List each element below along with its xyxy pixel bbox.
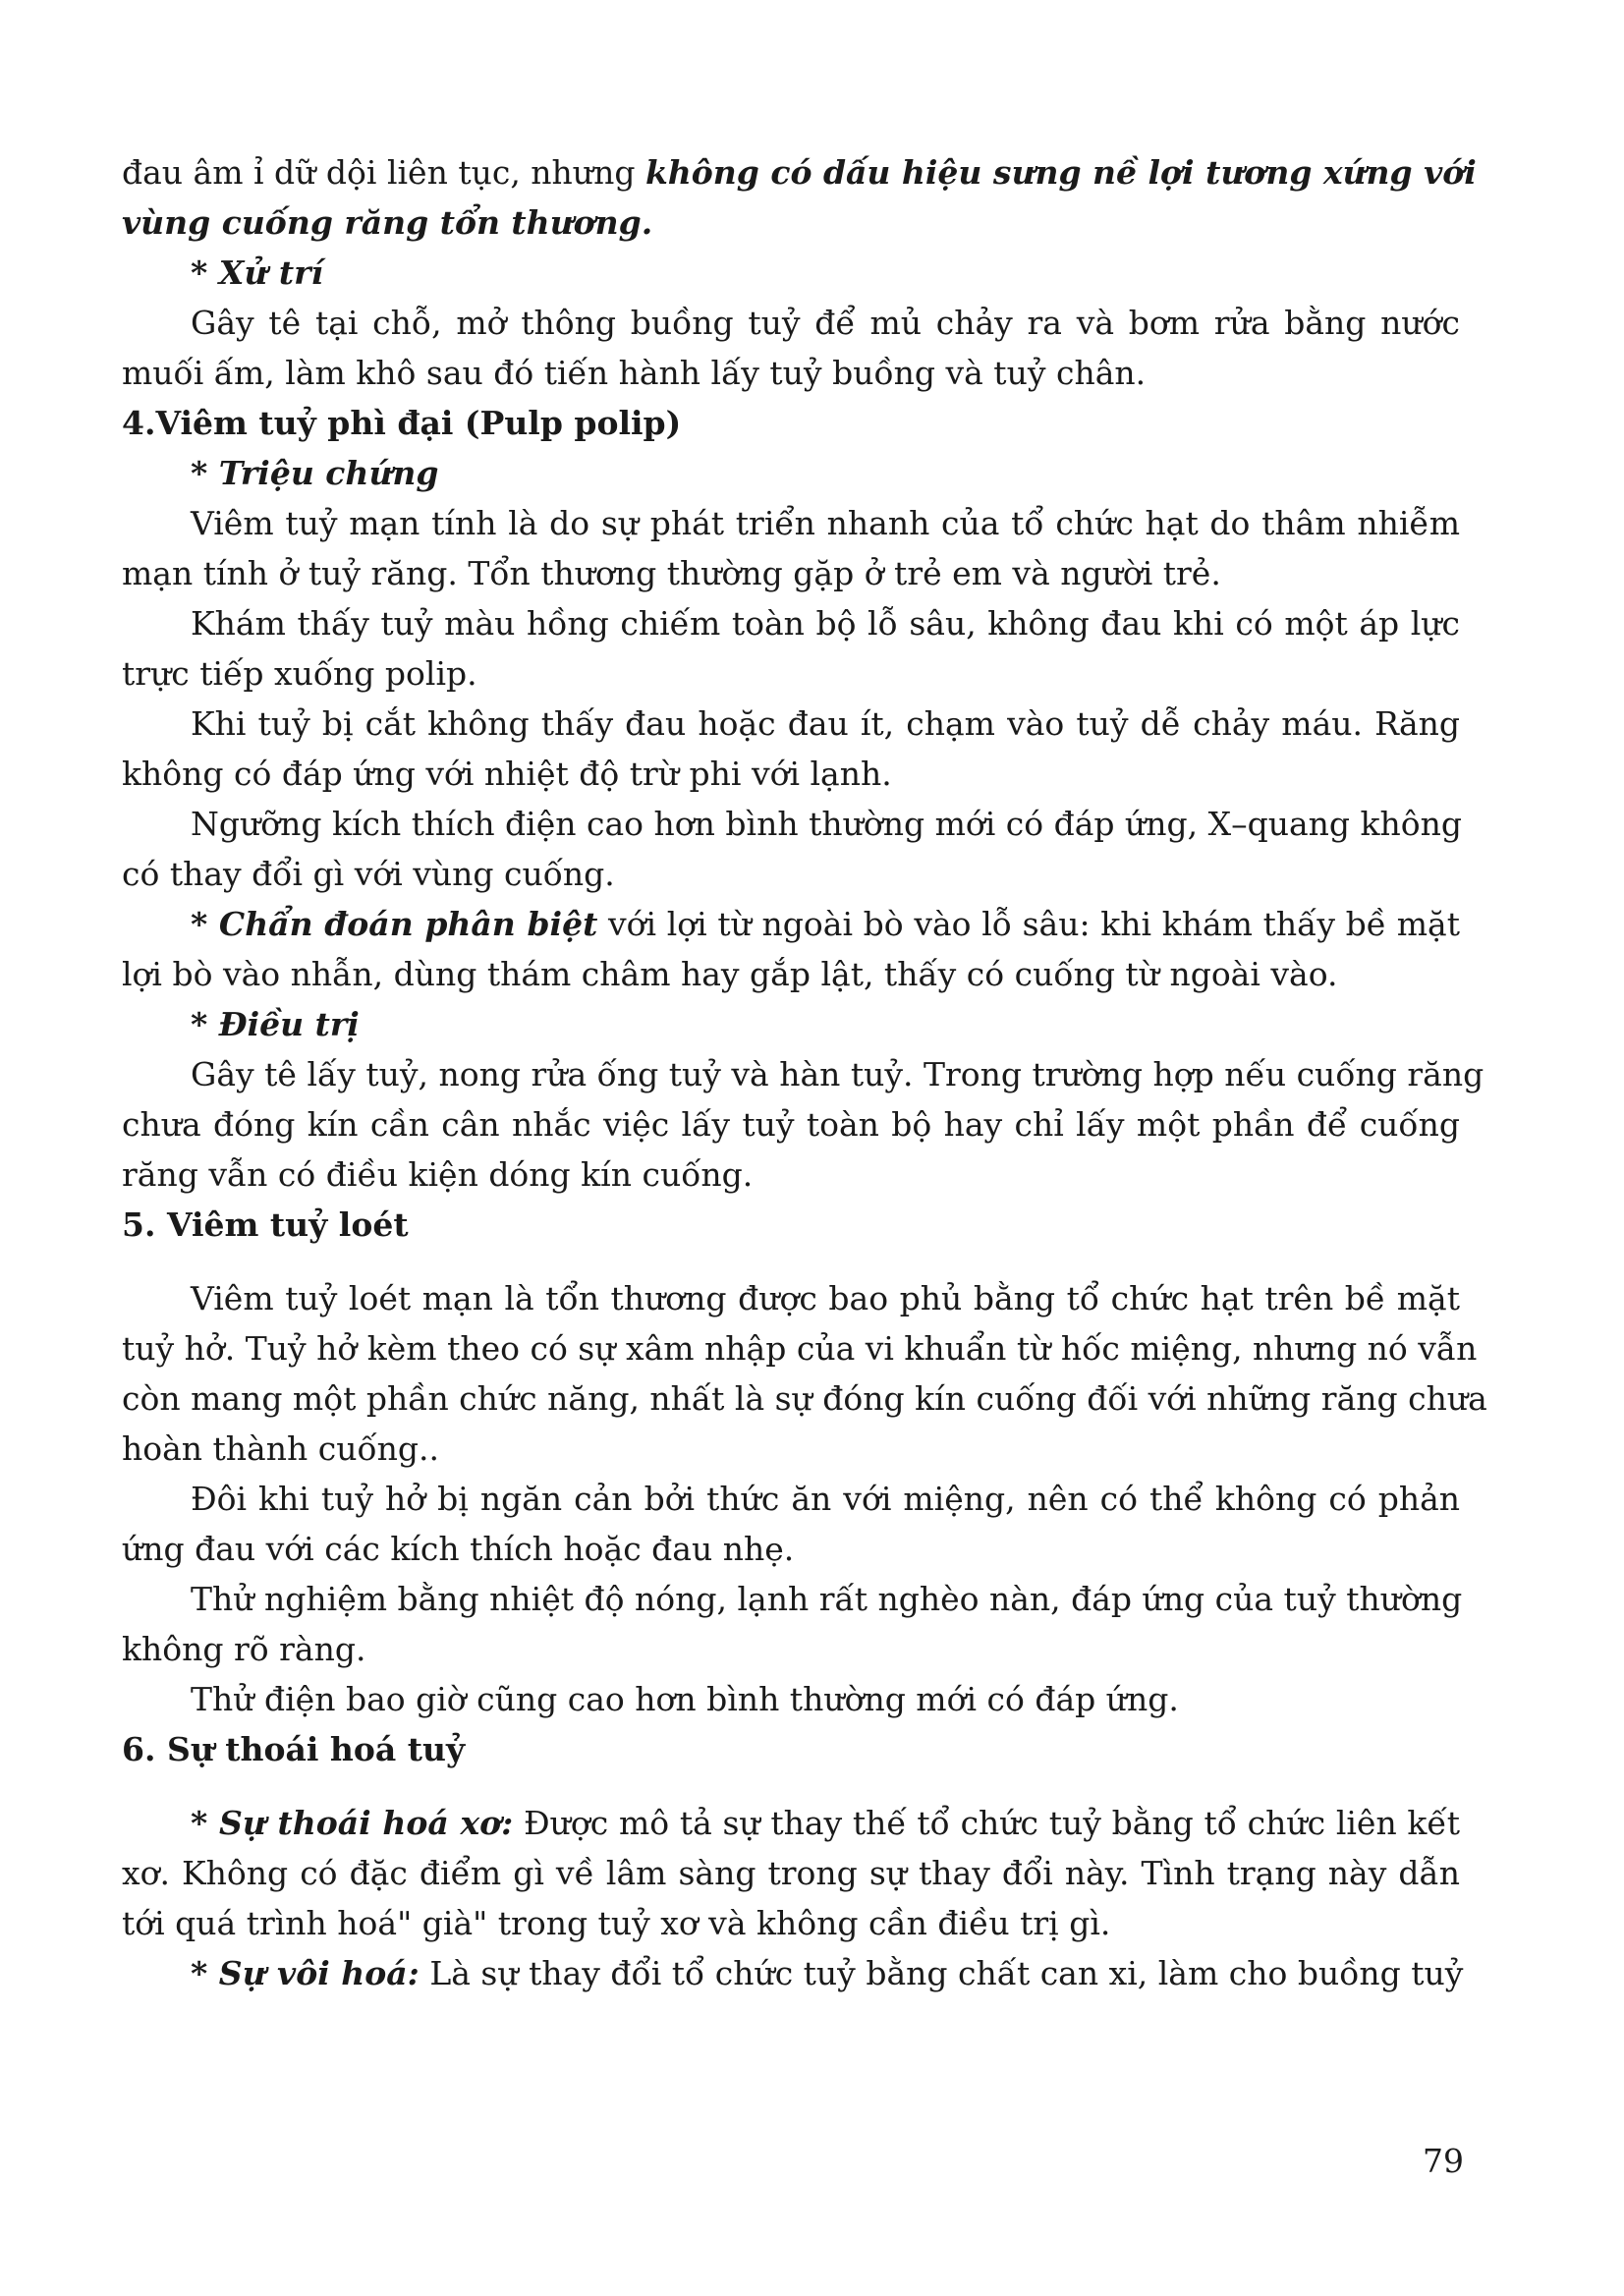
s4-dt-line-3: răng vẫn có điều kiện dóng kín cuống.	[122, 1155, 754, 1194]
intro-line-1	[122, 147, 1477, 197]
s4-p4-line-2: có thay đổi gì với vùng cuống.	[122, 855, 615, 893]
s4-p2-line-1: Khám thấy tuỷ màu hồng chiếm toàn bộ lỗ sâu, không đau khi có một áp lực	[191, 604, 1460, 643]
voi-hoa-label: * Sự vôi hoá:	[191, 1954, 420, 1992]
s5-p3-line-2: không rõ ràng.	[122, 1630, 366, 1668]
section-6-heading: 6. Sự thoái hoá tuỷ	[122, 1730, 466, 1768]
xo-text: Được mô tả sự thay thế tổ chức tuỷ bằng tổ chức liên kết	[513, 1804, 1460, 1842]
xu-tri-line-2: muối ấm, làm khô sau đó tiến hành lấy tuỷ buồng và tuỷ chân.	[122, 354, 1147, 392]
s5-p2-line-1: Đôi khi tuỷ hở bị ngăn cản bởi thức ăn với miệng, nên có thể không có phản	[191, 1480, 1460, 1518]
s6-xo-line-2: xơ. Không có đặc điểm gì về lâm sàng trong sự thay đổi này. Tình trạng này dẫn	[122, 1854, 1460, 1892]
s4-p2-line-2: trực tiếp xuống polip.	[122, 654, 477, 693]
s4-p3-line-1: Khi tuỷ bị cắt không thấy đau hoặc đau ít, chạm vào tuỷ dễ chảy máu. Răng	[191, 704, 1460, 743]
page-number: 79	[1423, 2142, 1464, 2180]
s4-dt-line-2: chưa đóng kín cần cân nhắc việc lấy tuỷ toàn bộ hay chỉ lấy một phần để cuống	[122, 1105, 1460, 1144]
s5-p1-line-1: Viêm tuỷ loét mạn là tổn thương được bao phủ bằng tổ chức hạt trên bề mặt	[191, 1279, 1460, 1317]
s5-p1-line-3: còn mang một phần chức năng, nhất là sự đóng kín cuống đối với những răng chưa	[122, 1379, 1487, 1418]
s4-p3-line-2: không có đáp ứng với nhiệt độ trừ phi với lạnh.	[122, 755, 892, 793]
intro-text: đau âm ỉ dữ dội liên tục, nhưng	[122, 153, 645, 192]
voi-text: Là sự thay đổi tổ chức tuỷ bằng chất can xi, làm cho buồng tuỷ	[419, 1954, 1464, 1992]
intro-emphasis: không có dấu hiệu sưng nề lợi tương xứng với	[644, 153, 1477, 192]
page-body	[122, 147, 1487, 1998]
s4-p1-line-1: Viêm tuỷ mạn tính là do sự phát triển nhanh của tổ chức hạt do thâm nhiễm	[191, 504, 1460, 542]
s4-dt-line-1: Gây tê lấy tuỷ, nong rửa ống tuỷ và hàn tuỷ. Trong trường hợp nếu cuống răng	[191, 1055, 1484, 1093]
s5-p2-line-2: ứng đau với các kích thích hoặc đau nhẹ.	[122, 1530, 795, 1568]
xu-tri-heading: * Xử trí	[191, 253, 323, 292]
xu-tri-line-1: Gây tê tại chỗ, mở thông buồng tuỷ để mủ chảy ra và bơm rửa bằng nước	[191, 304, 1460, 342]
intro-line-2: vùng cuống răng tổn thương.	[122, 203, 653, 242]
s5-p4-line-1: Thử điện bao giờ cũng cao hơn bình thường mới có đáp ứng.	[191, 1680, 1179, 1718]
s5-p1-line-2: tuỷ hở. Tuỷ hở kèm theo có sự xâm nhập của vi khuẩn từ hốc miệng, nhưng nó vẫn	[122, 1329, 1478, 1368]
s5-p1-line-4: hoàn thành cuống..	[122, 1429, 440, 1468]
s6-voi-line-1	[122, 1948, 1464, 1998]
cdpb-text: với lợi từ ngoài bò vào lỗ sâu: khi khám thấy bề mặt	[597, 905, 1460, 943]
s4-cdpb-line-1	[122, 899, 1460, 949]
chan-doan-phan-biet-label: * Chẩn đoán phân biệt	[191, 905, 598, 943]
s4-cdpb-line-2: lợi bò vào nhẫn, dùng thám châm hay gắp lật, thấy có cuống từ ngoài vào.	[122, 955, 1338, 993]
s4-p4-line-1: Ngưỡng kích thích điện cao hơn bình thường mới có đáp ứng, X–quang không	[191, 805, 1463, 843]
s6-xo-line-3: tới quá trình hoá" già" trong tuỷ xơ và không cần điều trị gì.	[122, 1904, 1111, 1942]
section-4-heading: 4.Viêm tuỷ phì đại (Pulp polip)	[122, 404, 682, 442]
s4-p1-line-2: mạn tính ở tuỷ răng. Tổn thương thường gặp ở trẻ em và người trẻ.	[122, 554, 1221, 592]
section-5-heading: 5. Viêm tuỷ loét	[122, 1205, 409, 1244]
trieu-chung-heading: * Triệu chứng	[191, 454, 439, 492]
s5-p3-line-1: Thử nghiệm bằng nhiệt độ nóng, lạnh rất nghèo nàn, đáp ứng của tuỷ thường	[191, 1580, 1463, 1618]
thoai-hoa-xo-label: * Sự thoái hoá xơ:	[191, 1804, 514, 1842]
s6-xo-line-1	[122, 1798, 1460, 1848]
dieu-tri-heading: * Điều trị	[191, 1005, 360, 1043]
